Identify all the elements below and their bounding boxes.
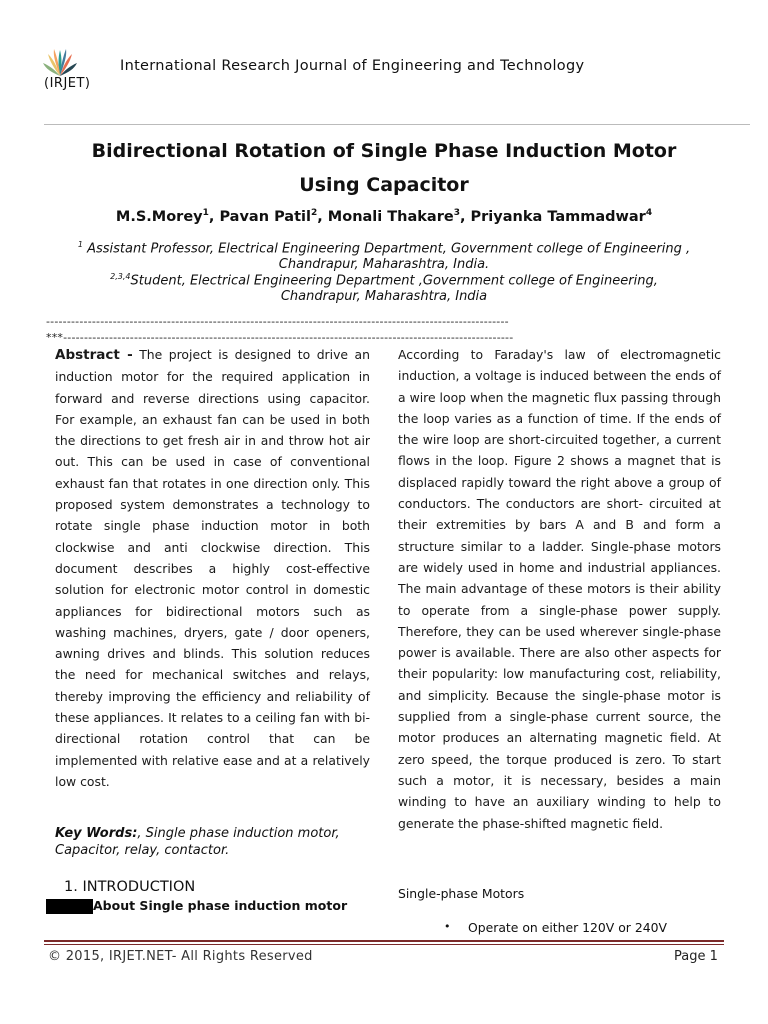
author-sup: 4 <box>645 208 653 218</box>
author-separator: , <box>208 208 220 225</box>
paper-title-line2: Using Capacitor <box>299 174 469 196</box>
affiliation-2 <box>40 269 728 305</box>
author-name: M.S.Morey <box>115 208 203 225</box>
author-name: Monali Thakare <box>327 208 454 225</box>
journal-name: International Research Journal of Engineering and Technology <box>120 58 585 74</box>
abstract-label: Abstract - <box>55 347 133 363</box>
journal-abbreviation: (IRJET) <box>44 76 91 91</box>
affiliation-1 <box>40 237 728 273</box>
footer-rule-thin <box>44 944 724 945</box>
affiliation-1-line1: Assistant Professor, Electrical Engineering Department, Government college of Engineering , <box>82 241 691 257</box>
keywords-label: Key Words: <box>55 826 138 841</box>
section-heading-introduction: 1. INTRODUCTION <box>64 879 196 895</box>
dashed-divider-1: --------------------------------------------------------------------------------------------------------------- <box>46 315 509 328</box>
footer-rule-thick <box>44 940 724 942</box>
dashed-divider-2: ***------------------------------------------------------------------------------------------------------------ <box>46 331 514 344</box>
bullet-icon: • <box>444 920 451 933</box>
redaction-bar <box>46 899 93 914</box>
author-name: Priyanka Tammadwar <box>470 208 646 225</box>
author-sup: 1 <box>202 208 209 218</box>
affiliation-1-sup: 1 <box>77 240 83 249</box>
affiliation-2-line1: Student, Electrical Engineering Department ,Government college of Engineering, <box>130 273 658 289</box>
single-phase-motors-heading: Single-phase Motors <box>398 886 525 901</box>
paper-title <box>40 134 728 202</box>
author-sup: 3 <box>453 208 460 218</box>
affiliation-1-line2: Chandrapur, Maharashtra, India. <box>278 257 490 273</box>
bullet-item: Operate on either 120V or 240V <box>468 920 667 935</box>
author-list <box>40 208 728 225</box>
keywords-text: , Single phase induction motor, Capacitor, relay, contactor. <box>55 826 340 858</box>
subsection-heading: About Single phase induction motor <box>93 898 348 913</box>
affiliation-2-sup: 2,3,4 <box>110 272 131 281</box>
footer-copyright: © 2015, IRJET.NET- All Rights Reserved <box>48 949 313 964</box>
abstract-text: The project is designed to drive an induction motor for the required application in forward and reverse directions using capacitor. For example, an exhaust fan can be used in both the directions to get fresh air in and throw hot air out. This can be used in case of conventional exhaust fan that rotates in one direction only. This proposed system demonstrates a technology to rotate single phase induction motor in both clockwise and anti clockwise direction. This document describes a highly cost-effective solution for electronic motor control in domestic appliances for bidirectional motors such as washing machines, dryers, gate / door openers, awning drives and blinds. This solution reduces the need for mechanical switches and relays, thereby improving the efficiency and reliability of these appliances. It relates to a ceiling fan with bi-directional rotation control that can be implemented with relative ease and at a relatively low cost. <box>55 347 370 789</box>
author-name: Pavan Patil <box>219 208 311 225</box>
paper-title-line1: Bidirectional Rotation of Single Phase Induction Motor <box>91 140 677 162</box>
abstract-paragraph <box>55 344 370 792</box>
author-separator: , <box>317 208 328 225</box>
body-paragraph: According to Faraday's law of electromagnetic induction, a voltage is induced between the ends of a wire loop when the magnetic flux passing through the loop varies as a function of time. If the ends of the wire loop are short-circuited together, a current flows in the loop. Figure 2 shows a magnet that is displaced rapidly toward the right above a group of conductors. The conductors are short- circuited at their extremities by bars A and B and form a structure similar to a ladder. Single-phase motors are widely used in home and industrial appliances. The main advantage of these motors is their ability to operate from a single-phase power supply. Therefore, they can be used wherever single-phase power is available. There are also other aspects for their popularity: low manufacturing cost, reliability, and simplicity. Because the single-phase motor is supplied from a single-phase current source, the motor produces an alternating magnetic field. At zero speed, the torque produced is zero. To start such a motor, it is necessary, besides a main winding to have an auxiliary winding to help to generate the phase-shifted magnetic field. <box>398 347 721 831</box>
header-divider <box>44 124 750 125</box>
footer-page-number: Page 1 <box>674 949 718 964</box>
author-separator: , <box>459 208 471 225</box>
keywords <box>55 825 375 859</box>
author-sup: 2 <box>310 208 318 218</box>
affiliation-2-line2: Chandrapur, Maharashtra, India <box>280 289 488 305</box>
